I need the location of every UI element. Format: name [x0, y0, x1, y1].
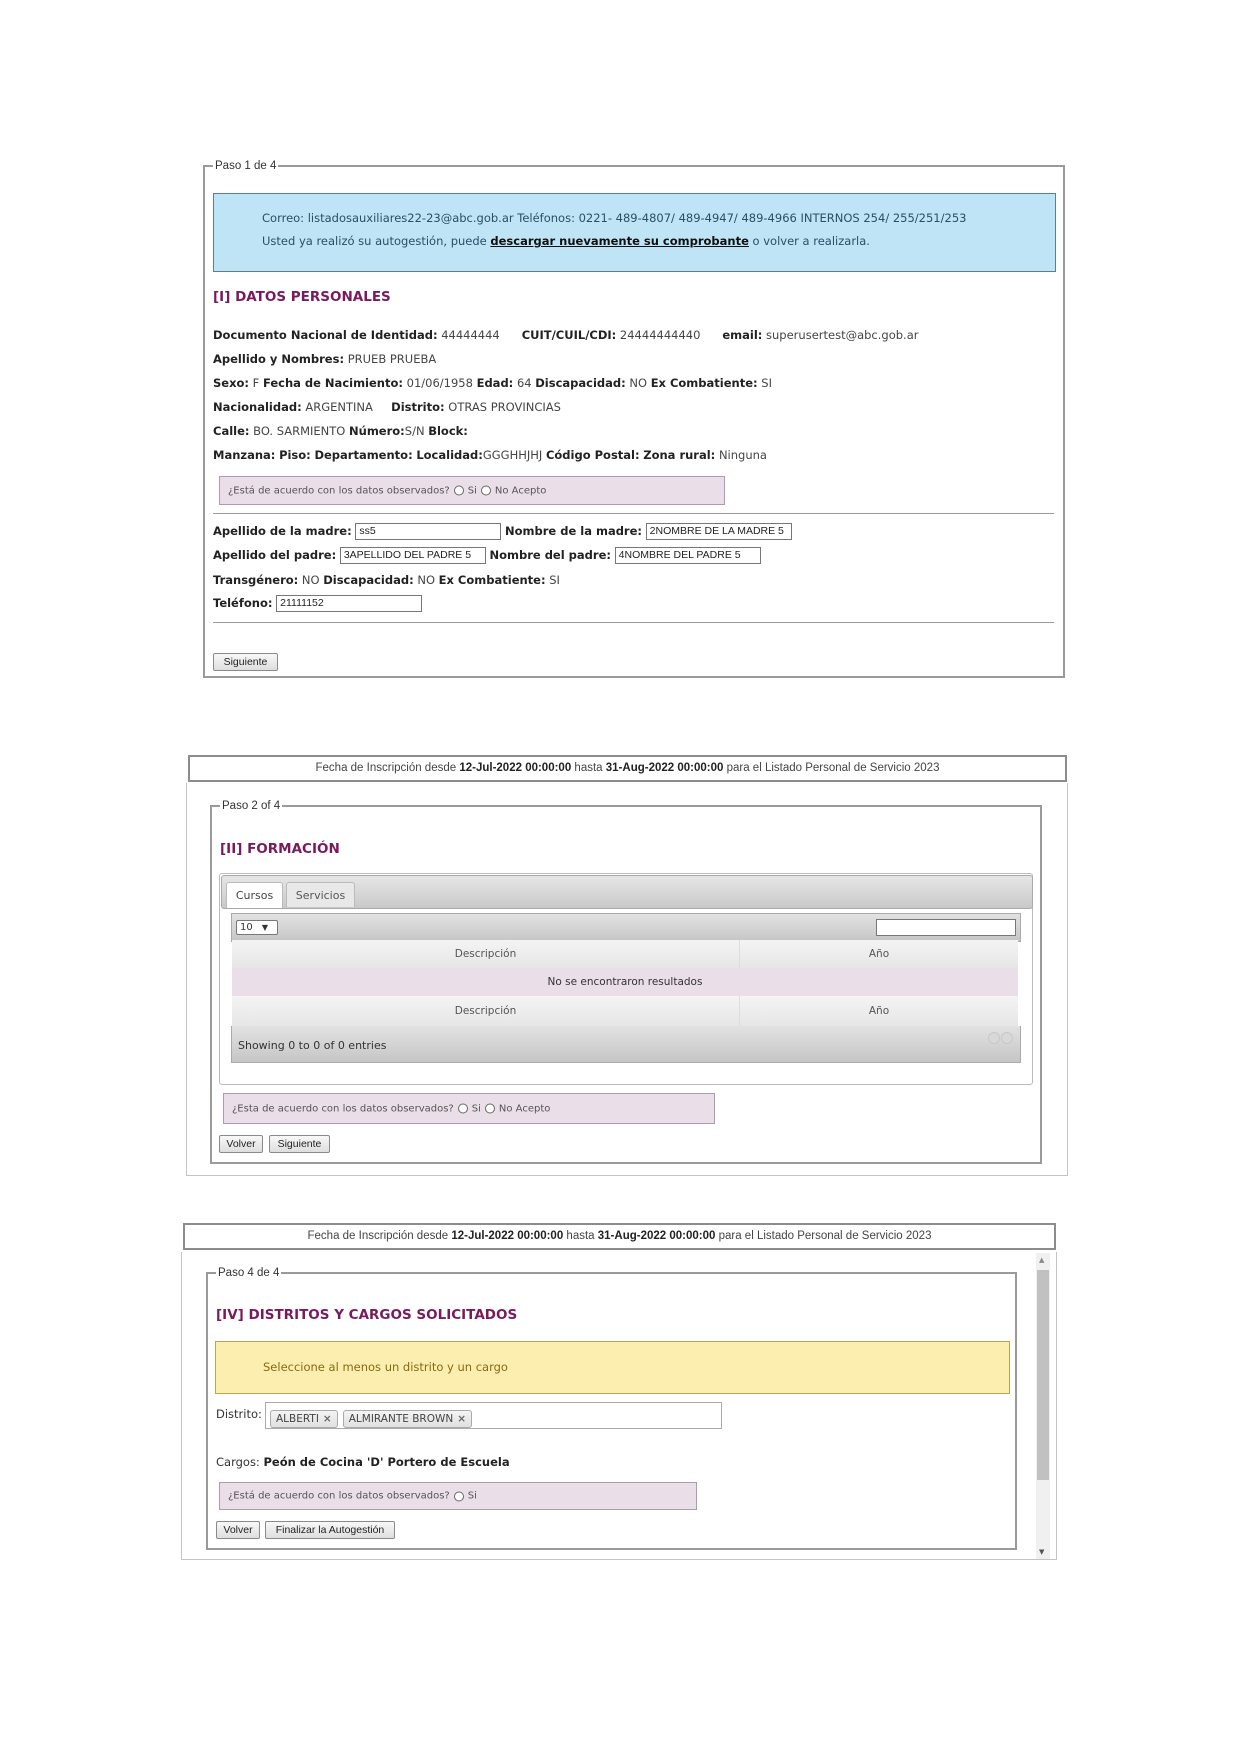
row-identity: Documento Nacional de Identidad: 44444444 CUIT/CUIL/CDI: 24444444440 email: superusertest@abc.gob.ar — [213, 328, 919, 342]
agree-no-radio[interactable] — [481, 486, 491, 496]
step1-legend: Paso 1 de 4 — [215, 160, 277, 172]
scroll-down-icon[interactable]: ▼ — [1039, 1548, 1045, 1556]
table-info-bar — [231, 1026, 1021, 1063]
row-names: Apellido y Nombres: PRUEB PRUEBA — [213, 352, 437, 366]
cuit-value: 24444444440 — [619, 328, 701, 342]
row-father: Apellido del padre: 3APELLIDO DEL PADRE 5 Nombre del padre: 4NOMBRE DEL PADRE 5 — [213, 547, 761, 564]
father-name-input[interactable]: 4NOMBRE DEL PADRE 5 — [615, 547, 761, 564]
agree-box-step4: ¿Está de acuerdo con los datos observados? Si — [219, 1482, 697, 1510]
divider — [213, 622, 1054, 623]
distrito-chip: ALMIRANTE BROWN × — [343, 1410, 472, 1428]
divider — [213, 513, 1054, 514]
table-search-input[interactable] — [876, 919, 1016, 936]
row-phone: Teléfono: 21111152 — [213, 595, 422, 612]
date-from: 12-Jul-2022 00:00:00 — [459, 762, 572, 774]
back-button-step4[interactable]: Volver — [216, 1521, 260, 1539]
download-receipt-link[interactable]: descargar nuevamente su comprobante — [490, 234, 749, 248]
section-title-formacion: [II] FORMACIÓN — [220, 841, 340, 857]
col-anio-foot: Año — [868, 1005, 890, 1017]
distrito-label: Distrito: — [216, 1407, 262, 1421]
info-box — [213, 193, 1056, 272]
section-title-distritos: [IV] DISTRITOS Y CARGOS SOLICITADOS — [216, 1307, 518, 1323]
col-descripcion[interactable]: Descripción — [232, 940, 740, 968]
entries-info: Showing 0 to 0 of 0 entries — [238, 1039, 387, 1052]
row-street: Calle: BO. SARMIENTO Número:S/N Block: — [213, 424, 468, 438]
next-page-icon[interactable] — [1001, 1032, 1013, 1044]
father-surname-input[interactable]: 3APELLIDO DEL PADRE 5 — [340, 547, 486, 564]
agree-si-radio[interactable] — [458, 1104, 468, 1114]
remove-chip-icon[interactable]: × — [457, 1413, 467, 1425]
next-button-step2[interactable]: Siguiente — [269, 1135, 330, 1153]
date-to: 31-Aug-2022 00:00:00 — [605, 762, 724, 774]
remove-chip-icon[interactable]: × — [322, 1413, 332, 1425]
mother-surname-input[interactable]: ss5 — [355, 523, 501, 540]
inscription-header: Fecha de Inscripción desde 12-Jul-2022 00:00:00 hasta 31-Aug-2022 00:00:00 para el Listado Personal de Servicio 2023 — [188, 755, 1067, 782]
download-line: Usted ya realizó su autogestión, puede descargar nuevamente su comprobante o volver a realizarla. — [262, 234, 870, 248]
table-header — [232, 940, 1018, 968]
back-button-step2[interactable]: Volver — [219, 1135, 263, 1153]
row-nationality: Nacionalidad: ARGENTINA Distrito: OTRAS PROVINCIAS — [213, 400, 561, 414]
scrollbar-thumb[interactable] — [1037, 1270, 1049, 1480]
finish-button[interactable]: Finalizar la Autogestión — [265, 1521, 395, 1539]
scrollbar[interactable] — [1036, 1253, 1050, 1559]
chevron-down-icon: ▼ — [261, 923, 269, 932]
distrito-multiselect[interactable] — [265, 1402, 722, 1429]
step4-legend: Paso 4 de 4 — [218, 1267, 280, 1279]
contact-line: Correo: listadosauxiliares22-23@abc.gob.ar Teléfonos: 0221- 489-4807/ 489-4947/ 489-4966 INTERNOS 254/ 255/251/253 — [262, 211, 967, 225]
tab-bar — [221, 875, 1033, 909]
row-mother: Apellido de la madre: ss5 Nombre de la madre: 2NOMBRE DE LA MADRE 5 — [213, 523, 792, 540]
scroll-up-icon[interactable]: ▲ — [1039, 1256, 1045, 1264]
row-extra: Transgénero: NO Discapacidad: NO Ex Combatiente: SI — [213, 573, 560, 587]
inscription-header-step4: Fecha de Inscripción desde 12-Jul-2022 00:00:00 hasta 31-Aug-2022 00:00:00 para el Listado Personal de Servicio 2023 — [183, 1223, 1056, 1250]
agree-si-radio[interactable] — [454, 486, 464, 496]
agree-box-step1: ¿Está de acuerdo con los datos observados? Si No Acepto — [219, 476, 725, 505]
section-title-personal: [I] DATOS PERSONALES — [213, 289, 391, 305]
dni-value: 44444444 — [441, 328, 500, 342]
mother-name-input[interactable]: 2NOMBRE DE LA MADRE 5 — [646, 523, 792, 540]
prev-page-icon[interactable] — [988, 1032, 1000, 1044]
table-footer-header — [232, 996, 1018, 1026]
email-value: superusertest@abc.gob.ar — [766, 328, 919, 342]
cargos-value: Peón de Cocina 'D' Portero de Escuela — [263, 1455, 510, 1469]
row-address: Manzana: Piso: Departamento: Localidad:GGGHHJHJ Código Postal: Zona rural: Ninguna — [213, 448, 767, 462]
phone-input[interactable]: 21111152 — [276, 595, 422, 612]
agree-no-radio[interactable] — [485, 1104, 495, 1114]
distrito-chip: ALBERTI × — [270, 1410, 338, 1428]
agree-box-step2: ¿Esta de acuerdo con los datos observados? Si No Acepto — [223, 1093, 715, 1124]
agree-si-radio[interactable] — [454, 1491, 464, 1501]
row-personal: Sexo: F Fecha de Nacimiento: 01/06/1958 Edad: 64 Discapacidad: NO Ex Combatiente: SI — [213, 376, 772, 390]
page-size-select[interactable]: 10 ▼ — [236, 920, 278, 935]
warning-box: Seleccione al menos un distrito y un cargo — [215, 1341, 1010, 1394]
tab-servicios[interactable]: Servicios — [286, 882, 355, 907]
table-toolbar — [231, 913, 1021, 942]
table-empty-row: No se encontraron resultados — [232, 968, 1018, 996]
col-descripcion-foot: Descripción — [232, 996, 740, 1026]
col-anio[interactable]: Año — [868, 948, 890, 960]
row-cargos: Cargos: Peón de Cocina 'D' Portero de Escuela — [216, 1455, 510, 1469]
tab-cursos[interactable]: Cursos — [226, 882, 283, 908]
next-button-step1[interactable]: Siguiente — [213, 653, 278, 671]
step2-legend: Paso 2 of 4 — [222, 800, 281, 812]
